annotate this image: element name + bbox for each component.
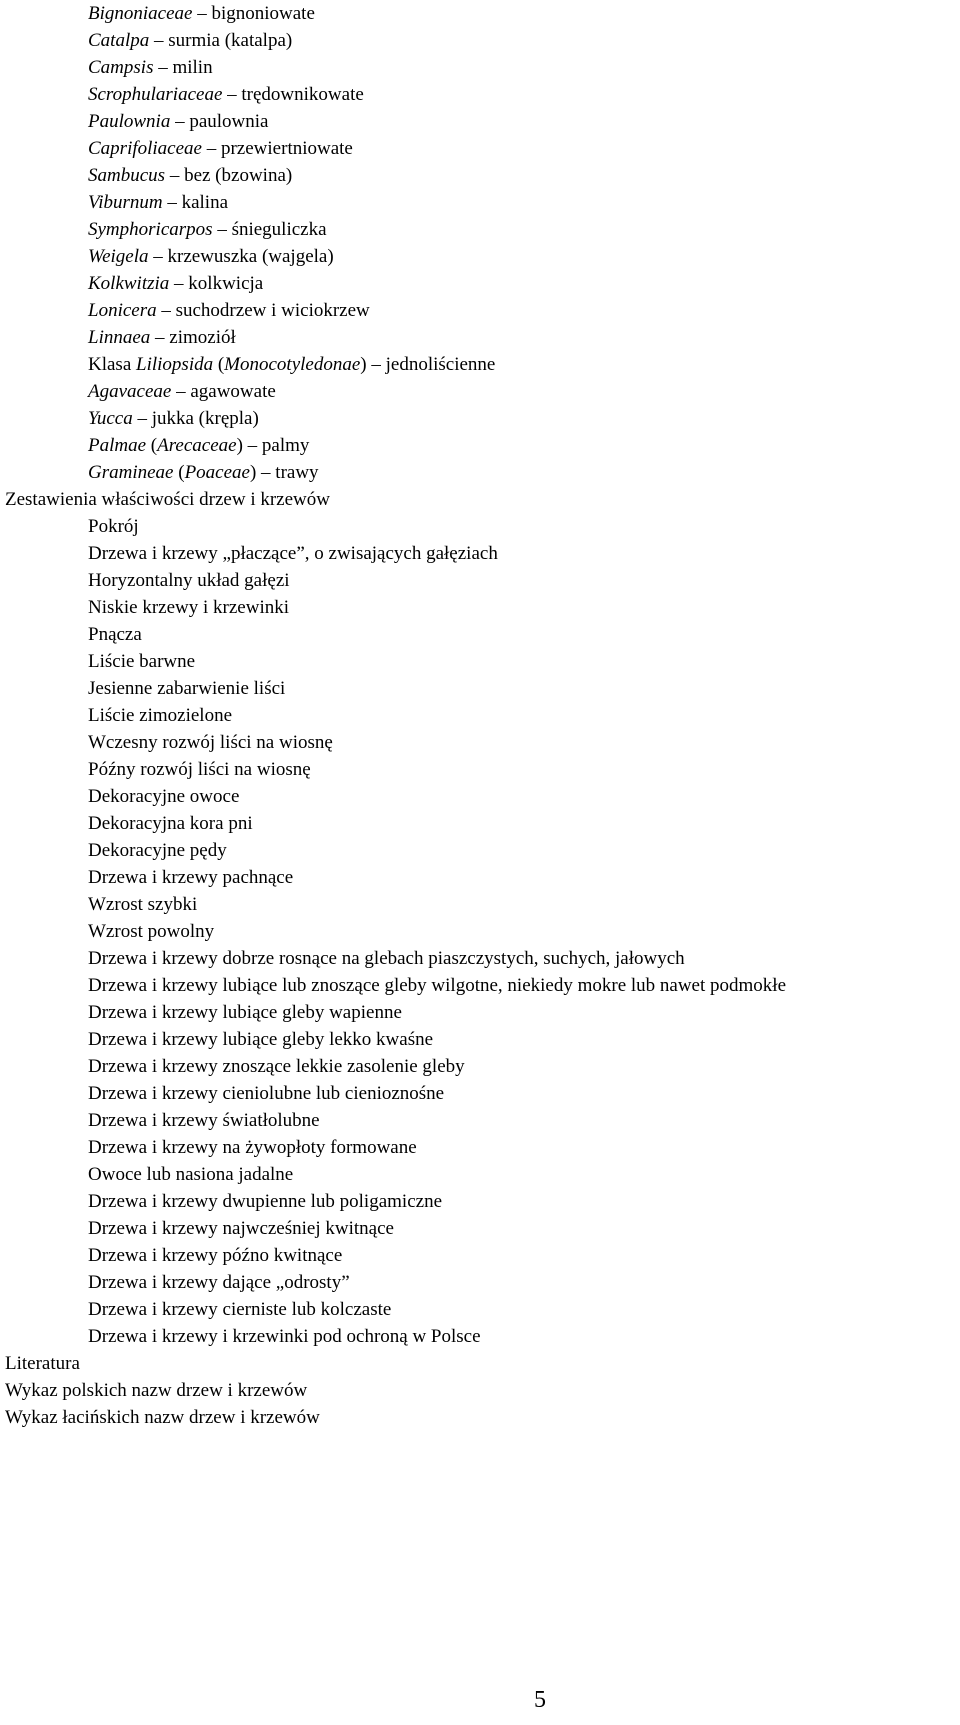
toc-entry-text: Drzewa i krzewy dające „odrosty” [88, 1272, 350, 1293]
toc-entry-text: – bez (bzowina) [165, 165, 293, 186]
toc-entry-text: Pnącza [88, 624, 142, 645]
toc-entry-text: – jukka (krępla) [132, 408, 259, 429]
toc-entry [0, 405, 960, 432]
toc-entry-text: Drzewa i krzewy dwupienne lub poligamiczne [88, 1191, 443, 1212]
toc-entry-text: – kolkwicja [169, 273, 264, 294]
toc-entry-latin-name: Symphoricarpos [88, 219, 213, 240]
toc-entry-text: Niskie krzewy i krzewinki [88, 597, 290, 618]
toc-entry-latin-name: Lonicera [88, 300, 157, 321]
toc-entry-text: Drzewa i krzewy i krzewinki pod ochroną w Polsce [88, 1326, 481, 1347]
toc-entry [0, 810, 960, 837]
toc-entry-latin-name: Palmae [88, 435, 147, 456]
toc-entry [0, 918, 960, 945]
toc-entry-text: Horyzontalny układ gałęzi [88, 570, 290, 591]
toc-entry-text: – kalina [162, 192, 229, 213]
toc-entry [0, 1323, 960, 1350]
toc-entry [0, 783, 960, 810]
toc-entry [0, 1215, 960, 1242]
toc-entry-latin-name: Catalpa [88, 30, 150, 51]
toc-entry [0, 270, 960, 297]
toc-entry-text: Pokrój [88, 516, 139, 537]
toc-entry-text: – śnieguliczka [212, 219, 327, 240]
toc-entry [0, 54, 960, 81]
toc-entry-latin-name: Arecaceae [157, 435, 237, 456]
toc-entry-text: Dekoracyjne owoce [88, 786, 240, 807]
toc-entry-text: Drzewa i krzewy cierniste lub kolczaste [88, 1299, 392, 1320]
toc-entry-text: – surmia (katalpa) [149, 30, 293, 51]
toc-entry-text: ) – palmy [236, 435, 310, 456]
toc-entry-text: Wzrost szybki [88, 894, 198, 915]
toc-entry [0, 189, 960, 216]
toc-entry-text: Drzewa i krzewy lubiące gleby lekko kwaśne [88, 1029, 434, 1050]
toc-entry-latin-name: Yucca [88, 408, 133, 429]
toc-entry-text: Drzewa i krzewy najwcześniej kwitnące [88, 1218, 394, 1239]
toc-entry-text: – paulownia [170, 111, 269, 132]
toc-entry [0, 81, 960, 108]
toc-entry-latin-name: Weigela [88, 246, 149, 267]
toc-entry-latin-name: Linnaea [88, 327, 151, 348]
toc-entry-text: Drzewa i krzewy znoszące lekkie zasolenie gleby [88, 1056, 465, 1077]
toc-entry-text: ( [146, 435, 158, 456]
toc-entry [0, 891, 960, 918]
toc-entry [0, 1296, 960, 1323]
toc-entry-text: Drzewa i krzewy „płaczące”, o zwisających gałęziach [88, 543, 498, 564]
toc-entry-latin-name: Paulownia [88, 111, 171, 132]
toc-entry [0, 1107, 960, 1134]
toc-entry-latin-name: Liliopsida [136, 354, 214, 375]
toc-entry [0, 216, 960, 243]
toc-entry-text: – bignoniowate [192, 3, 315, 24]
toc-entry-latin-name: Poaceae [184, 462, 250, 483]
toc-entry [0, 1269, 960, 1296]
toc-entry [0, 1080, 960, 1107]
toc-entry [0, 432, 960, 459]
toc-entry-text: Dekoracyjne pędy [88, 840, 227, 861]
toc-entry [0, 729, 960, 756]
toc-entry-text: Drzewa i krzewy późno kwitnące [88, 1245, 343, 1266]
toc-entry-text: ( [213, 354, 225, 375]
toc-entry [0, 1242, 960, 1269]
toc-entry-latin-name: Scrophulariaceae [88, 84, 223, 105]
toc-entry-text: Drzewa i krzewy pachnące [88, 867, 294, 888]
toc-entry-text: Drzewa i krzewy lubiące lub znoszące gleby wilgotne, niekiedy mokre lub nawet podmokłe [88, 975, 787, 996]
toc-entry [0, 378, 960, 405]
toc-entry-text: – agawowate [171, 381, 276, 402]
toc-entry-text: Drzewa i krzewy światłolubne [88, 1110, 320, 1131]
toc-entry-text: Literatura [5, 1353, 80, 1374]
toc-entry [0, 108, 960, 135]
toc-entry [0, 648, 960, 675]
toc-entry-text: Wzrost powolny [88, 921, 215, 942]
toc-entry [0, 540, 960, 567]
toc-section-entry [0, 1404, 960, 1431]
toc-entry-latin-name: Viburnum [88, 192, 163, 213]
toc-entry-text: Drzewa i krzewy na żywopłoty formowane [88, 1137, 417, 1158]
toc-entry [0, 675, 960, 702]
toc-entry-latin-name: Sambucus [88, 165, 166, 186]
toc-entry [0, 243, 960, 270]
toc-entry-text: Wczesny rozwój liści na wiosnę [88, 732, 333, 753]
toc-entry [0, 0, 960, 27]
toc-entry [0, 1053, 960, 1080]
toc-section-entry [0, 1350, 960, 1377]
toc-entry-latin-name: Gramineae [88, 462, 174, 483]
toc-entry [0, 972, 960, 999]
toc-entry [0, 351, 960, 378]
toc-entry-text: Jesienne zabarwienie liści [88, 678, 286, 699]
toc-entry [0, 945, 960, 972]
toc-entry [0, 567, 960, 594]
toc-entry [0, 459, 960, 486]
toc-entry-text: Wykaz polskich nazw drzew i krzewów [5, 1380, 308, 1401]
toc-entry-latin-name: Bignoniaceae [88, 3, 193, 24]
toc-entry [0, 1161, 960, 1188]
toc-entry-text: – krzewuszka (wajgela) [148, 246, 334, 267]
toc-entry [0, 999, 960, 1026]
toc-entry-latin-name: Kolkwitzia [88, 273, 170, 294]
toc-entry-text: – trędownikowate [222, 84, 364, 105]
toc-entry-text: Późny rozwój liści na wiosnę [88, 759, 311, 780]
toc-entry-text: ) – trawy [249, 462, 319, 483]
toc-entry-latin-name: Agavaceae [88, 381, 172, 402]
toc-entry-text: ) – jednoliścienne [360, 354, 496, 375]
toc-entry [0, 756, 960, 783]
toc-entry-text: Drzewa i krzewy cieniolubne lub cienioznośne [88, 1083, 445, 1104]
toc-entry-text: ( [173, 462, 185, 483]
toc-entry-text: Klasa [88, 354, 137, 375]
toc-entry-text: Liście barwne [88, 651, 196, 672]
toc-entry-text: – suchodrzew i wiciokrzew [156, 300, 370, 321]
toc-entry-text: Zestawienia właściwości drzew i krzewów [5, 489, 330, 510]
toc-entry [0, 162, 960, 189]
toc-entry-latin-name: Monocotyledonae [224, 354, 361, 375]
toc-entry-text: – milin [153, 57, 213, 78]
toc-section-entry [0, 1377, 960, 1404]
toc-entry [0, 837, 960, 864]
toc-entry-text: Dekoracyjna kora pni [88, 813, 253, 834]
toc-entry-text: Owoce lub nasiona jadalne [88, 1164, 294, 1185]
page-number: 5 [534, 1687, 546, 1713]
toc-entry-text: – zimoziół [150, 327, 236, 348]
toc-entry [0, 864, 960, 891]
toc-entry [0, 324, 960, 351]
toc-entry [0, 297, 960, 324]
toc-entry-text: Liście zimozielone [88, 705, 233, 726]
toc-entry [0, 1134, 960, 1161]
toc-entry [0, 27, 960, 54]
toc-entry [0, 135, 960, 162]
toc-entry-text: – przewiertniowate [201, 138, 353, 159]
toc-section-entry [0, 486, 960, 513]
toc-entry-text: Wykaz łacińskich nazw drzew i krzewów [5, 1407, 320, 1428]
toc-entry [0, 702, 960, 729]
toc-entry [0, 1188, 960, 1215]
toc-entry [0, 594, 960, 621]
toc-entry-text: Drzewa i krzewy dobrze rosnące na glebach piaszczystych, suchych, jałowych [88, 948, 685, 969]
toc-entry [0, 513, 960, 540]
toc-entry [0, 621, 960, 648]
toc-entry [0, 1026, 960, 1053]
toc-entry-text: Drzewa i krzewy lubiące gleby wapienne [88, 1002, 402, 1023]
toc-entry-latin-name: Campsis [88, 57, 154, 78]
toc-entry-latin-name: Caprifoliaceae [88, 138, 202, 159]
